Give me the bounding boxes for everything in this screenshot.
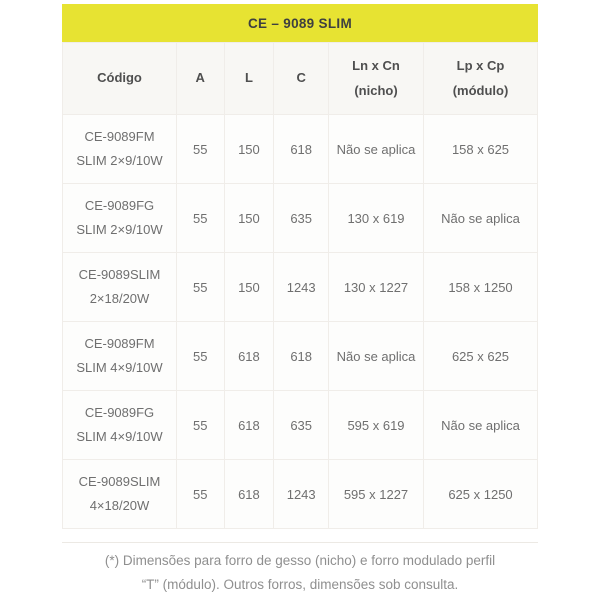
cell-codigo <box>63 115 177 184</box>
product-variant: SLIM 2×9/10W <box>76 153 163 168</box>
product-code: CE-9089FG <box>84 404 155 420</box>
table-shadow-divider <box>62 542 538 543</box>
cell-l: 618 <box>224 322 274 391</box>
cell-codigo <box>63 460 177 529</box>
cell-nicho: Não se aplica <box>329 322 424 391</box>
cell-c: 635 <box>274 184 329 253</box>
table-row <box>63 253 538 322</box>
cell-l: 618 <box>224 460 274 529</box>
spec-table <box>62 42 538 529</box>
footnote <box>0 549 600 598</box>
cell-modulo: Não se aplica <box>424 184 538 253</box>
cell-c: 1243 <box>274 460 329 529</box>
col-header-a <box>177 43 225 115</box>
table-row <box>63 460 538 529</box>
table-header <box>63 43 538 115</box>
cell-c: 618 <box>274 115 329 184</box>
col-header-c <box>274 43 329 115</box>
col-header-sublabel: (módulo) <box>452 82 509 98</box>
cell-a: 55 <box>177 391 225 460</box>
table-row <box>63 184 538 253</box>
cell-a: 55 <box>177 253 225 322</box>
cell-a: 55 <box>177 322 225 391</box>
cell-a: 55 <box>177 460 225 529</box>
col-header-sublabel: (nicho) <box>354 82 398 98</box>
product-code: CE-9089FM <box>84 335 155 351</box>
col-header-nicho <box>329 43 424 115</box>
cell-nicho: 595 x 1227 <box>329 460 424 529</box>
spec-table-panel <box>62 4 538 543</box>
cell-codigo <box>63 391 177 460</box>
col-header-l <box>224 43 274 115</box>
col-header-label: Código <box>97 70 142 86</box>
col-header-label: A <box>195 70 205 86</box>
table-title: CE – 9089 SLIM <box>248 15 352 31</box>
cell-codigo <box>63 184 177 253</box>
col-header-label: Ln x Cn <box>352 58 400 74</box>
cell-l: 150 <box>224 115 274 184</box>
table-row <box>63 391 538 460</box>
col-header-label: Lp x Cp <box>456 58 505 74</box>
col-header-codigo <box>63 43 177 115</box>
cell-nicho: 130 x 1227 <box>329 253 424 322</box>
cell-l: 618 <box>224 391 274 460</box>
table-title-band <box>62 4 538 42</box>
product-variant: 4×18/20W <box>89 498 150 513</box>
cell-l: 150 <box>224 184 274 253</box>
table-body <box>63 115 538 529</box>
product-variant: SLIM 4×9/10W <box>76 360 163 375</box>
cell-modulo: 625 x 1250 <box>424 460 538 529</box>
product-variant: 2×18/20W <box>89 291 150 306</box>
header-row <box>63 43 538 115</box>
table-row <box>63 322 538 391</box>
cell-modulo: 158 x 1250 <box>424 253 538 322</box>
cell-modulo: 625 x 625 <box>424 322 538 391</box>
col-header-label: L <box>244 70 253 86</box>
cell-modulo: 158 x 625 <box>424 115 538 184</box>
cell-nicho: 130 x 619 <box>329 184 424 253</box>
cell-codigo <box>63 253 177 322</box>
cell-nicho: Não se aplica <box>329 115 424 184</box>
table-row <box>63 115 538 184</box>
footnote-line-2: “T” (módulo). Outros forros, dimensões sob consulta. <box>141 577 459 593</box>
product-variant: SLIM 4×9/10W <box>76 429 163 444</box>
cell-l: 150 <box>224 253 274 322</box>
footnote-line-1: (*) Dimensões para forro de gesso (nicho) e forro modulado perfil <box>104 553 496 568</box>
cell-a: 55 <box>177 184 225 253</box>
cell-a: 55 <box>177 115 225 184</box>
cell-c: 635 <box>274 391 329 460</box>
product-code: CE-9089FG <box>84 197 155 213</box>
cell-nicho: 595 x 619 <box>329 391 424 460</box>
product-code: CE-9089FM <box>84 128 155 144</box>
cell-c: 1243 <box>274 253 329 322</box>
product-code: CE-9089SLIM <box>78 473 161 489</box>
product-variant: SLIM 2×9/10W <box>76 222 163 237</box>
col-header-label: C <box>296 70 306 86</box>
col-header-modulo <box>424 43 538 115</box>
product-code: CE-9089SLIM <box>78 266 161 282</box>
cell-codigo <box>63 322 177 391</box>
cell-c: 618 <box>274 322 329 391</box>
cell-modulo: Não se aplica <box>424 391 538 460</box>
